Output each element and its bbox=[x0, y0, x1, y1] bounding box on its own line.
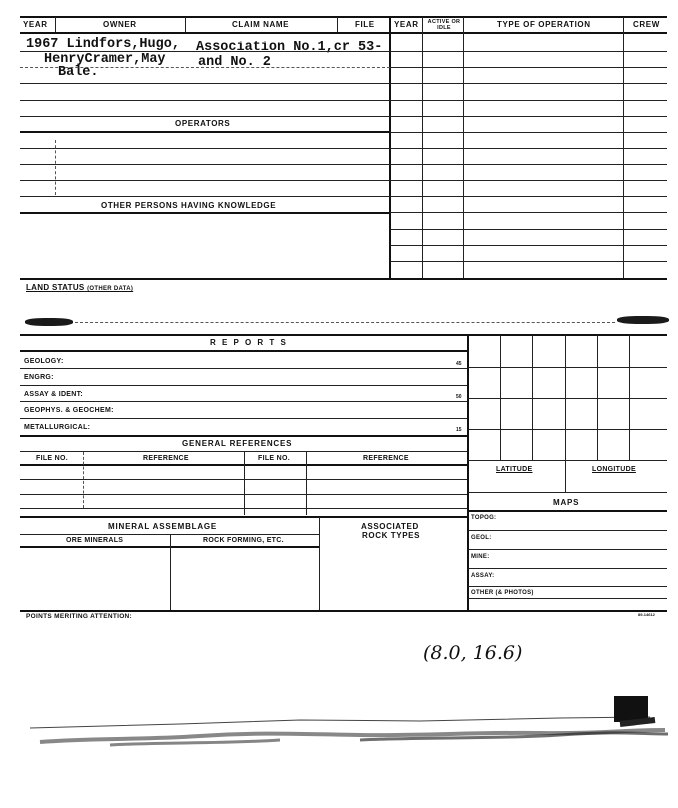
col-type-of-operation: TYPE OF OPERATION bbox=[497, 20, 591, 29]
claim-line-2: and No. 2 bbox=[198, 55, 271, 70]
report-geophys: GEOPHYS. & GEOCHEM: bbox=[24, 407, 114, 414]
land-status-heading: LAND STATUS (OTHER DATA) bbox=[26, 283, 134, 292]
rock-forming-label: ROCK FORMING, ETC. bbox=[203, 537, 284, 544]
maps-heading: MAPS bbox=[553, 498, 580, 507]
owner-line-3: Bale. bbox=[58, 65, 99, 80]
ref-col-file-no-2: FILE NO. bbox=[258, 455, 290, 462]
form-number: 89-14612 bbox=[638, 612, 655, 617]
ore-minerals-label: ORE MINERALS bbox=[66, 537, 124, 544]
map-mine: MINE: bbox=[471, 554, 490, 560]
ref-col-reference-1: REFERENCE bbox=[143, 455, 189, 462]
report-geology: GEOLOGY: bbox=[24, 358, 64, 365]
col-year2: YEAR bbox=[394, 20, 419, 29]
reports-heading: R E P O R T S bbox=[210, 338, 288, 347]
ink-smudge-left bbox=[25, 318, 73, 326]
col-claim-name: CLAIM NAME bbox=[232, 20, 290, 29]
header-underline bbox=[20, 32, 667, 34]
scan-noise-band bbox=[0, 690, 678, 750]
mineral-assemblage-heading: MINERAL ASSEMBLAGE bbox=[108, 522, 218, 531]
report-metallurgical: METALLURGICAL: bbox=[24, 424, 91, 431]
latitude-label: LATITUDE bbox=[496, 466, 533, 473]
col-crew: CREW bbox=[633, 20, 660, 29]
other-persons-heading: OTHER PERSONS HAVING KNOWLEDGE bbox=[101, 201, 277, 210]
associated-label: ASSOCIATED bbox=[361, 522, 419, 531]
map-other-photos: OTHER (& PHOTOS) bbox=[471, 590, 534, 596]
ref-col-reference-2: REFERENCE bbox=[363, 455, 409, 462]
ink-smudge-right bbox=[617, 316, 669, 324]
map-assay: ASSAY: bbox=[471, 573, 495, 579]
col-year: YEAR bbox=[23, 20, 48, 29]
owner-line-1: 1967 Lindfors,Hugo, bbox=[26, 37, 180, 52]
ref-col-file-no-1: FILE NO. bbox=[36, 455, 68, 462]
top-border bbox=[20, 16, 667, 18]
map-topog: TOPOG: bbox=[471, 515, 497, 521]
points-meriting-attention: POINTS MERITING ATTENTION: bbox=[26, 613, 133, 620]
col-owner: OWNER bbox=[103, 20, 137, 29]
col-active-or-idle: ACTIVE OR IDLE bbox=[427, 19, 461, 31]
longitude-label: LONGITUDE bbox=[592, 466, 636, 473]
owner-line-2: HenryCramer,May bbox=[44, 52, 166, 67]
operators-heading: OPERATORS bbox=[175, 119, 231, 128]
claim-line-1: Association No.1,cr 53- bbox=[196, 41, 383, 55]
rock-types-label: ROCK TYPES bbox=[362, 531, 421, 540]
report-engrg: ENGRG: bbox=[24, 374, 54, 381]
map-geol: GEOL: bbox=[471, 535, 492, 541]
report-assay: ASSAY & IDENT: bbox=[24, 391, 84, 398]
general-references-heading: GENERAL REFERENCES bbox=[182, 439, 293, 448]
col-file: FILE bbox=[355, 20, 375, 29]
handwritten-coordinates: (8.0, 16.6) bbox=[423, 642, 523, 664]
